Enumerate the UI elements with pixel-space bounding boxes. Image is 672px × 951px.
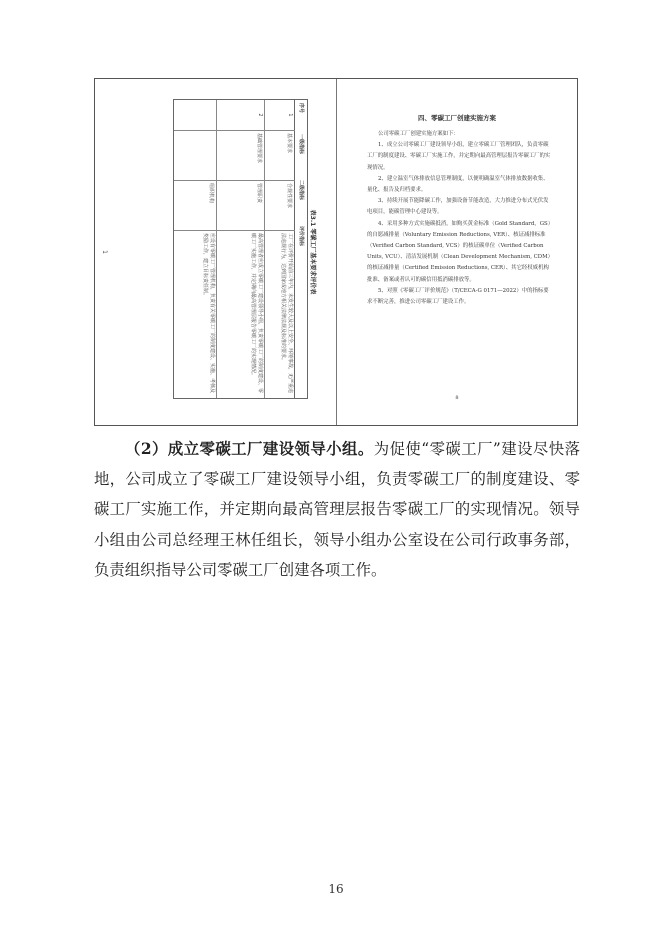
- embedded-document-image: [94, 78, 578, 426]
- table-row: 组织机构 应设有零碳工厂管理机构，负责有关零碳工厂的制度建设、实施、考核及奖励工作，建立目标责任制。: [174, 100, 217, 398]
- right-page-number: 8: [455, 395, 459, 401]
- plan-item: 4、采用多种方式实施碳抵消，如购买黄金标准（Gold Standard，GS）的自愿减排量（Voluntary Emission Reductions, VER）、核证减排标准（Verified Carbon Standard, VCS）的核证碳单位（Verified Carbon Units, VCU）、清洁发展机制（Clean Development Mechanism, CDM）的核证减排量（Certified Emission Reductions, CER）、其它经权威机构批准、备案或者认可的碳信用抵消碳排放等。: [367, 220, 551, 283]
- table-title: 表3.1 零碳工厂基本要求评价表: [309, 209, 316, 295]
- table-row: 1 基本要求 合规性要求 工厂在评价开始前三年内，未发生较大及以上安全、环境事故，无严重违法违规行为，达到国家或地方相关法律法规及标准的要求。: [264, 100, 295, 398]
- paragraph-body: 为促使“零碳工厂”建设尽快落地，公司成立了零碳工厂建设领导小组，负责零碳工厂的制度建设、零碳工厂实施工作，并定期向最高管理层报告零碳工厂的实现情况。领导小组由公司总经理王林任组长，领导小组办公室设在公司行政事务部，负责组织指导公司零碳工厂创建各项工作。: [94, 440, 580, 579]
- left-page-number: 1: [101, 250, 108, 254]
- plan-item: 3、持续开展节能降碳工作，加强设备节能改造，大力推进分布式光伏发电项目，能碳管理中心建设等。: [367, 198, 549, 216]
- header-level2: 二级指标: [298, 180, 304, 201]
- table-header: [294, 100, 307, 398]
- table-row: 2 基础管理要求 管理职责 最高管理者应成立零碳工厂建设领导小组，负责零碳工厂的制度建设、零碳工厂实施工作，并定期向最高管理层报告零碳工厂的实现情况。: [216, 100, 265, 398]
- header-level1: 一级指标: [298, 134, 304, 155]
- plan-item: 2、建立温室气体排放信息管理制度，以便明确温室气体排放数据收集、量化、报告及归档要求。: [367, 175, 549, 194]
- page-number: 16: [328, 882, 344, 896]
- plan-title: 四、零碳工厂创建实施方案: [418, 114, 496, 122]
- header-content: 评价指标: [298, 226, 304, 247]
- implementation-plan-page: [337, 79, 577, 425]
- plan-item: 5、对照《零碳工厂评价规范》（T/CECA-G 0171—2022）中的指标要求不断完善，推进公司零碳工厂建设工作。: [367, 287, 549, 306]
- evaluation-table: [173, 99, 308, 399]
- paragraph-heading: （2）成立零碳工厂建设领导小组。: [125, 440, 374, 458]
- plan-body: [367, 129, 552, 308]
- rotated-table-page: [95, 79, 336, 425]
- header-no: 序号: [298, 103, 304, 114]
- plan-item: 1、成立公司零碳工厂建设领导小组，建立零碳工厂管理团队，负责零碳工厂的制度建设、零碳工厂实施工作，并定期向最高管理层报告零碳工厂的实现情况。: [367, 142, 551, 171]
- main-text: [94, 434, 580, 585]
- plan-lead: 公司零碳工厂创建实施方案如下：: [378, 131, 459, 137]
- main-paragraph: [94, 434, 580, 585]
